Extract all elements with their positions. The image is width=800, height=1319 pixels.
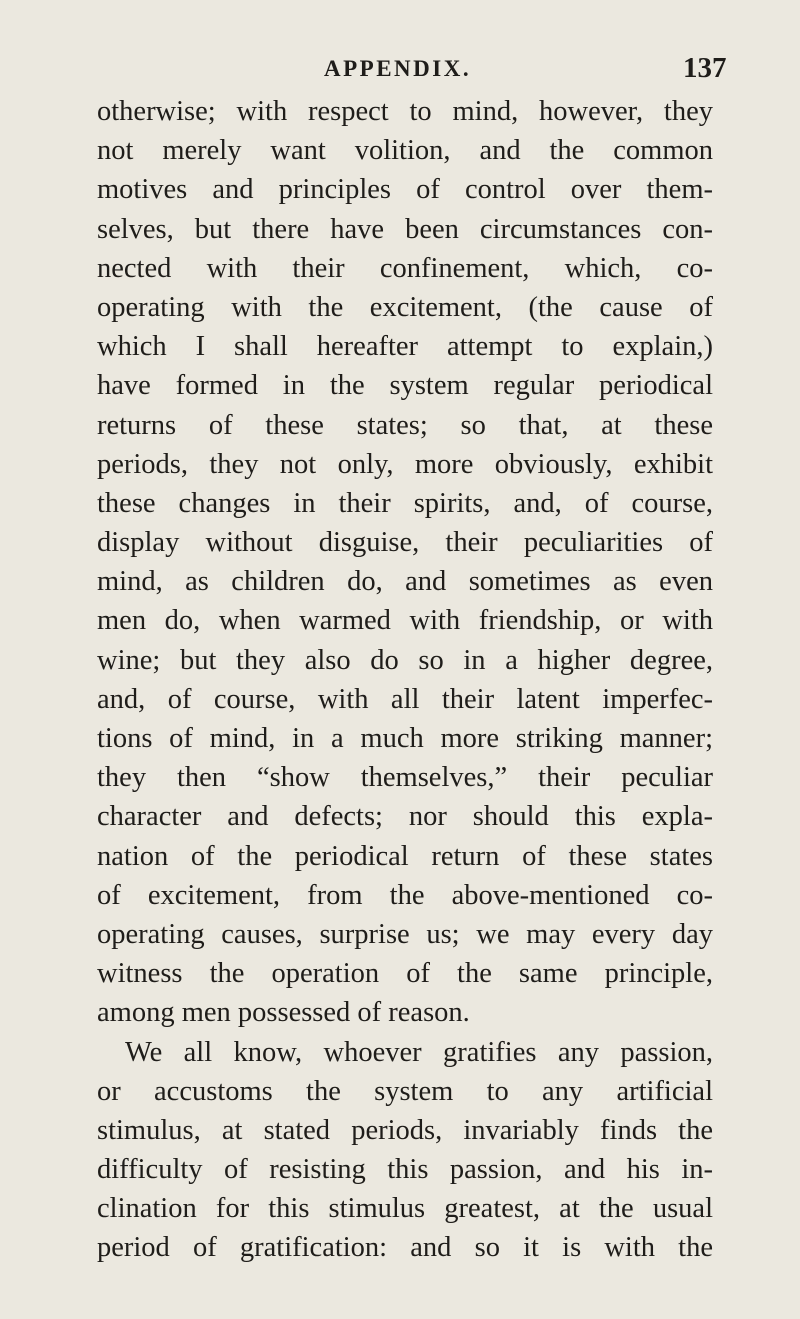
text-line: otherwise; with respect to mind, however, they bbox=[97, 96, 713, 127]
text-line: display without disguise, their peculiarities of bbox=[97, 527, 713, 559]
body-text bbox=[97, 92, 713, 1268]
text-line: of excitement, from the above-mentioned co- bbox=[97, 879, 713, 911]
text-line: operating causes, surprise us; we may every day bbox=[97, 918, 713, 950]
text-line: witness the operation of the same principle, bbox=[97, 958, 713, 990]
text-line: motives and principles of control over them- bbox=[97, 174, 713, 206]
text-line: not merely want volition, and the common bbox=[97, 135, 713, 167]
running-head: APPENDIX. bbox=[324, 56, 472, 81]
text-line: tions of mind, in a much more striking manner; bbox=[97, 723, 713, 754]
text-line: men do, when warmed with friendship, or with bbox=[97, 605, 713, 637]
text-line: have formed in the system regular periodical bbox=[97, 370, 713, 402]
text-line: period of gratification: and so it is with the bbox=[97, 1232, 713, 1264]
text-line: clination for this stimulus greatest, at the usual bbox=[97, 1193, 713, 1225]
text-line: nation of the periodical return of these states bbox=[97, 840, 713, 872]
text-line: periods, they not only, more obviously, exhibit bbox=[97, 448, 713, 480]
text-line: these changes in their spirits, and, of course, bbox=[97, 487, 713, 519]
text-line: stimulus, at stated periods, invariably finds the bbox=[97, 1114, 713, 1146]
text-line: among men possessed of reason. bbox=[97, 997, 470, 1029]
text-line: We all know, whoever gratifies any passion, bbox=[125, 1036, 713, 1068]
text-line: which I shall hereafter attempt to explain,) bbox=[97, 331, 713, 363]
text-line: character and defects; nor should this expla- bbox=[97, 801, 713, 833]
text-line: or accustoms the system to any artificial bbox=[97, 1075, 713, 1107]
text-line: selves, but there have been circumstances con- bbox=[97, 213, 713, 245]
page-number: 137 bbox=[683, 52, 727, 84]
text-line: wine; but they also do so in a higher degree, bbox=[97, 644, 713, 676]
text-line: operating with the excitement, (the cause of bbox=[97, 291, 713, 323]
text-line: difficulty of resisting this passion, and his in- bbox=[97, 1154, 713, 1186]
text-line: mind, as children do, and sometimes as even bbox=[97, 566, 713, 598]
text-line: and, of course, with all their latent imperfec- bbox=[97, 683, 713, 715]
text-line: they then “show themselves,” their peculiar bbox=[97, 762, 713, 794]
text-line: nected with their confinement, which, co- bbox=[97, 252, 713, 284]
text-line: returns of these states; so that, at these bbox=[97, 409, 713, 441]
